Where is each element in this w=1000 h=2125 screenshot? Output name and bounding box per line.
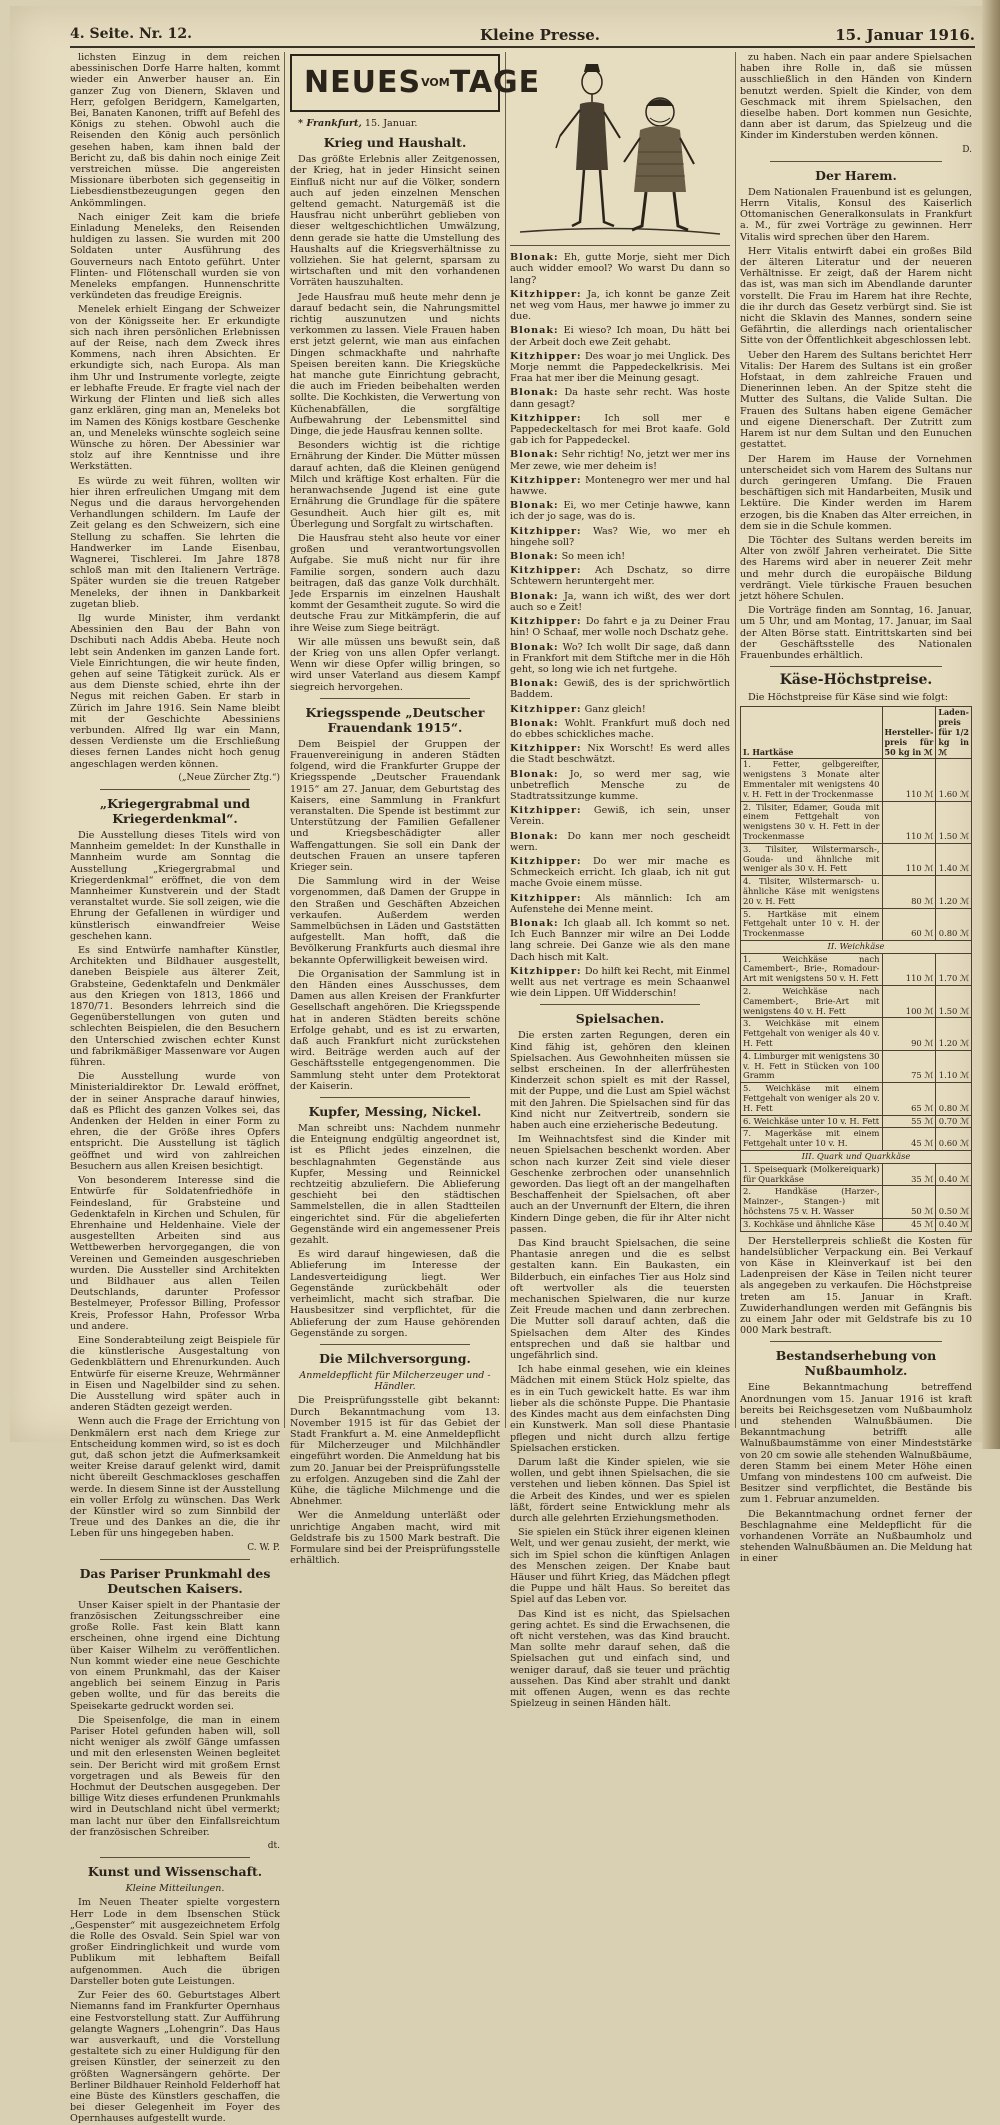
paragraph: Der Herstellerpreis schließt die Kosten für handelsüblicher Verpackung ein. Bei Verkauf von Käse in Kleinverkauf ist bei den Ladenpreisen der Käse in Teilen nicht teurer als angegeben zu verkaufen. Die Höchstpreise treten am 15. Januar in Kraft. Zuwiderhandlungen werden mit Gefängnis bis zu einem Jahr oder mit Geldstrafe bis zu 10 000 Mark bestraft. xyxy=(740,1235,972,1337)
retail-price-cell: 0.40 ℳ xyxy=(936,1163,972,1186)
dialogue-line xyxy=(510,526,730,548)
table-row xyxy=(741,1186,972,1218)
retail-price-cell: 0.70 ℳ xyxy=(936,1115,972,1128)
newspaper-name: Kleine Presse. xyxy=(480,26,601,44)
cheese-type-cell: 2. Weichkäse nach Camembert-, Brie-Art mit wenigstens 40 v. H. Fett xyxy=(741,986,883,1018)
table-row xyxy=(741,759,972,801)
dialogue-line xyxy=(510,918,730,963)
dialogue-line xyxy=(510,289,730,323)
paragraph: Sie spielen ein Stück ihrer eigenen kleinen Welt, und wer genau zusieht, der merkt, wie sich im Spiel schon die künftigen Anlagen des Menschen zeigen. Der Knabe baut Häuser und führt Krieg, das Mädchen pflegt die Puppe und hält Haus. So bereitet das Spiel auf das Leben vor. xyxy=(510,1527,730,1606)
page-header xyxy=(70,26,975,46)
dialogue-line xyxy=(510,475,730,497)
producer-price-cell: 50 ℳ xyxy=(882,1186,936,1218)
dialogue-line xyxy=(510,805,730,827)
headline-kupfer-messing-nickel: Kupfer, Messing, Nickel. xyxy=(308,1104,482,1120)
paragraph: Ilg wurde Minister, ihm verdankt Abessinien den Bau der Bahn von Dschibuti nach Addis Abeba. Heute noch lebt sein Andenken im ganzen Lande fort. Viele Einrichtungen, die wir heute finden, gehen auf seine Tätigkeit zurück. Als er aus dem Dienste schied, ehrte ihn der Negus mit reichen Gaben. Er starb in Zürich im Jahre 1916. Sein Name bleibt mit der Geschichte Abessiniens verbunden. Alfred Ilg war ein Mann, dessen Verdienste um die Erschließung dieses fernen Landes nicht hoch genug angeschlagen werden können. xyxy=(70,612,280,770)
paragraph: Ich habe einmal gesehen, wie ein kleines Mädchen mit einem Stück Holz spielte, das es in ein Tuch gewickelt hatte. Es war ihm lieber als die schönste Puppe. Die Phantasie des Kindes macht aus dem einfachsten Ding ein Kunstwerk. Man soll diese Phantasie pflegen und nicht durch allzu fertige Spielsachen ersticken. xyxy=(510,1364,730,1454)
dialogue-line xyxy=(510,616,730,638)
dialogue-text: Nix Worscht! Es werd alles die Stadt beschwätzt. xyxy=(510,743,730,766)
dialogue-speaker: Kitzhipper: xyxy=(510,565,582,577)
retail-price-cell: 1.40 ℳ xyxy=(936,843,972,875)
table-row xyxy=(741,940,972,953)
cheese-price-table xyxy=(740,706,972,1231)
headline-krieg-und-haushalt: Krieg und Haushalt. xyxy=(323,135,467,151)
paragraph: Es sind Entwürfe namhafter Künstler, Architekten und Bildhauer ausgestellt, daneben Beispiele aus älterer Zeit, Grabsteine, Gedenktafeln und Denkmäler aus den Kriegen von 1813, 1866 und 1870/71. Besonders lehrreich sind die Gegenüberstellungen von guten und schlechten Beispielen, die den Besuchern den Unterschied zwischen echter Kunst und fabrikmäßiger Massenware vor Augen führen. xyxy=(70,945,280,1069)
producer-price-cell: 90 ℳ xyxy=(882,1018,936,1050)
retail-price-cell: 1.50 ℳ xyxy=(936,801,972,843)
producer-price-cell: 110 ℳ xyxy=(882,843,936,875)
cheese-type-cell: 4. Tilsiter, Wilstermarsch- u. ähnliche Käse mit wenigstens 20 v. H. Fett xyxy=(741,876,883,908)
paragraph: lichsten Einzug in dem reichen abessinischen Dorfe Harre halten, kommt wieder ein Anwerber hauser an. Ein ganzer Zug von Dienern, Sklaven und Herr, gefolgen Beridgern, Kamelgarten, Bei, Banaten Kanonen, trifft auf Befehl des Königs zu stehen. Obwohl auch die Reisenden den König auch persönlich gesehen haben, kam ihnen bald der Bericht zu, daß bis dahin noch einige Zeit verstreichen müsse. Die angereisten Missionare überboten sich gegenseitig in Liebesdienstbezeugungen gegen den Ankömmlingen. xyxy=(70,52,280,209)
masthead-word-2: TAGE xyxy=(449,65,541,100)
dialogue-text: Sehr richtig! No, jetzt wer mer ins Mer zewe, wie mer deheim is! xyxy=(510,449,730,472)
dialogue-line xyxy=(510,591,730,613)
producer-price-cell: 80 ℳ xyxy=(882,876,936,908)
column-rule xyxy=(735,52,736,1428)
dialogue-speaker: Kitzhipper: xyxy=(510,965,582,977)
table-row xyxy=(741,986,972,1018)
dialogue-line xyxy=(510,893,730,915)
table-header-cell: Laden-preis für 1/2 kg in ℳ xyxy=(936,707,972,759)
dialogue-text: Des woar jo mei Unglick. Des Morje nemmt die Pappedeckelkrisis. Mei Fraa hat mer iber die Meinung gesagt. xyxy=(510,350,730,385)
separator xyxy=(770,1341,942,1342)
header-rule xyxy=(70,46,975,48)
dialogue-line xyxy=(510,413,730,447)
separator xyxy=(770,666,942,667)
paragraph: Herr Vitalis entwirft dabei ein großes Bild der älteren Literatur und der neueren Verhältnisse. Er zeigt, daß der Harem nicht das ist, was man sich im Abendlande darunter vorstellt. Die Frau im Harem hat ihre Rechte, die ihr durch das Gesetz verbürgt sind. Sie ist nicht die Sklavin des Mannes, sondern seine Gefährtin, die allerdings nach orientalischer Sitte von der Öffentlichkeit abgeschlossen lebt. xyxy=(740,245,972,347)
masthead-small-word: VOM xyxy=(421,76,450,89)
column-rule xyxy=(284,52,285,1428)
paragraph: Wenn auch die Frage der Errichtung von Denkmälern erst nach dem Kriege zur Entscheidung kommen wird, so ist es doch gut, daß schon jetzt die Aufmerksamkeit weiter Kreise darauf gelenkt wird, damit nicht übereilt Geschmackloses geschaffen werde. In diesem Sinne ist der Ausstellung ein voller Erfolg zu wünschen. Das Werk der Künstler wird so zum Sinnbild der Treue und des Dankes an die, die ihr Leben für uns hingegeben haben. xyxy=(70,1416,280,1540)
headline-kunst-und-wissenschaft: Kunst und Wissenschaft. xyxy=(87,1864,263,1880)
table-row xyxy=(741,801,972,843)
dateline-date: 15. Januar. xyxy=(364,118,418,129)
retail-price-cell: 0.40 ℳ xyxy=(936,1218,972,1231)
dialogue-speaker: Kitzhipper: xyxy=(510,525,582,537)
table-body xyxy=(741,759,972,1231)
producer-price-cell: 60 ℳ xyxy=(882,908,936,940)
dialogue-line xyxy=(510,351,730,385)
table-header-cell: I. Hartkäse xyxy=(741,707,883,759)
table-row xyxy=(741,953,972,985)
dialogue-speaker: Blonak: xyxy=(510,590,559,602)
article-signature: dt. xyxy=(267,1841,280,1852)
dialogue-text: Eh, gutte Morje, sieht mer Dich auch widder emool? Wo warst Du dann so lang? xyxy=(510,252,730,286)
page-binding-edge xyxy=(982,0,1000,1449)
table-section-label: II. Weichkäse xyxy=(741,940,972,953)
article-signature: C. W. P. xyxy=(247,1542,280,1553)
masthead-title xyxy=(304,63,540,103)
headline-kriegsspende: Kriegsspende „Deutscher Frauendank 1915“. xyxy=(305,704,485,735)
paragraph: Eine Bekanntmachung betreffend Anordnungen vom 15. Januar 1916 ist kraft bereits bei Reichsgesetzen vom Nußbaumholz und stehenden Walnußbäumen. Die Bekanntmachung betrifft alle Walnußbaumstämme von einer Mindeststärke von 20 cm sowie alle stehenden Walnußbäume, deren Stamm bei einem Meter Höhe einen Umfang von mindestens 100 cm aufweist. Die Besitzer sind verpflichtet, die Bestände bis zum 1. Februar anzumelden. xyxy=(740,1382,972,1506)
paragraph: Jede Hausfrau muß heute mehr denn je darauf bedacht sein, die Nahrungsmittel richtig auszunutzen und nichts verkommen zu lassen. Viele Frauen haben erst jetzt gelernt, wie man aus einfachen Dingen schmackhafte und nahrhafte Speisen bereiten kann. Die Kriegsküche hat manche gute Einrichtung gebracht, die auch im Frieden beibehalten werden sollte. Die Kochkisten, die Verwertung von Küchenabfällen, die sorgfältige Aufbewahrung der Lebensmittel sind Dinge, die jede Hausfrau kennen sollte. xyxy=(290,291,500,438)
dialogue-speaker: Kitzhipper: xyxy=(510,412,582,424)
paragraph: Wer die Anmeldung unterläßt oder unrichtige Angaben macht, wird mit Geldstrafe bis zu 1500 Mark bestraft. Die Formulare sind bei der Preisprüfungsstelle erhältlich. xyxy=(290,1510,500,1567)
separator xyxy=(100,1857,250,1858)
page-number: 4. Seite. Nr. 12. xyxy=(70,26,192,42)
dialogue-text: Ei, wo mer Cetinje hawwe, kann ich der jo sage, was do is. xyxy=(510,500,730,523)
paragraph: Ueber den Harem des Sultans berichtet Herr Vitalis: Der Harem des Sultans ist ein großer Hofstaat, in dem zahlreiche Frauen und Dienerinnen leben. An der Spitze steht die Mutter des Sultans, die Valide Sultan. Die Frauen des Sultans haben eigene Gemächer und eigene Dienerschaft. Der Zutritt zum Harem ist nur dem Sultan und den Eunuchen gestattet. xyxy=(740,349,972,451)
table-row xyxy=(741,1218,972,1231)
separator xyxy=(320,1097,470,1098)
dateline xyxy=(290,118,500,129)
headline-kaese-hoechstpreise: Käse-Höchstpreise. xyxy=(779,672,933,689)
dialogue-text: So meen ich! xyxy=(561,551,626,563)
retail-price-cell: 1.60 ℳ xyxy=(936,759,972,801)
headline-kriegergrabmal: „Kriegergrabmal und Kriegerdenkmal“. xyxy=(99,796,251,826)
table-header-cell: Hersteller-preis für 50 kg in ℳ xyxy=(882,707,936,759)
dialogue-line xyxy=(510,678,730,700)
article-abessinien xyxy=(70,52,280,784)
dialogue-line xyxy=(510,704,730,715)
dialogue-speaker: Blonak: xyxy=(510,387,559,399)
headline-milchversorgung: Die Milchversorgung. xyxy=(319,1350,471,1366)
subheadline: Anmeldepflicht für Milcherzeuger und -Händler. xyxy=(299,1369,491,1393)
headline-der-harem: Der Harem. xyxy=(815,167,897,183)
dialogue-speaker: Kitzhipper: xyxy=(510,855,582,867)
paragraph: Nach einiger Zeit kam die briefe Einladung Meneleks, den Reisenden huldigen zu lassen. Sie wurden mit 200 Soldaten unter Ausführung des Gouverneurs nach Entoto geführt. Unter Flinten- und Flötenschall wurden sie von Meneleks empfangen. Hunnenschritte verkündeten das freudige Ereignis. xyxy=(70,211,280,302)
dialogue-line xyxy=(510,831,730,853)
table-row xyxy=(741,1018,972,1050)
headline-pariser-prunkmahl: Das Pariser Prunkmahl des Deutschen Kaisers. xyxy=(79,1565,271,1596)
cheese-type-cell: 5. Hartkäse mit einem Fettgehalt unter 10 v. H. der Trockenmasse xyxy=(741,908,883,940)
dialogue-text: Ich soll mer e Pappedeckeltasch for mei Brot kaafe. Gold gab ich for Pappedeckel. xyxy=(510,412,730,447)
producer-price-cell: 45 ℳ xyxy=(882,1218,936,1231)
paragraph: Die Preisprüfungsstelle gibt bekannt: Durch Bekanntmachung vom 13. November 1915 ist für das Gebiet der Stadt Frankfurt a. M. eine Anmeldepflicht für Milcherzeuger und Milchhändler eingeführt worden. Die Anmeldung hat bis zum 20. Januar bei der Preisprüfungsstelle zu erfolgen. Anzugeben sind die Zahl der Kühe, die tägliche Milchmenge und die Abnehmer. xyxy=(290,1395,500,1508)
table-row xyxy=(741,1050,972,1082)
paragraph: Die Ausstellung wurde von Ministerialdirektor Dr. Lewald eröffnet, der in seiner Ansprache darauf hinwies, daß es Pflicht des ganzen Volkes sei, das Andenken der Helden in einer Form zu ehren, die der Größe ihres Opfers entspricht. Die Ausstellung ist täglich geöffnet und wird von zahlreichen Besuchern aus allen Kreisen besichtigt. xyxy=(70,1071,280,1172)
column-4 xyxy=(740,52,972,1565)
paragraph: Die ersten zarten Regungen, deren ein Kind fähig ist, gehören den kleinen Spielsachen. Aus Gewohnheiten müssen sie selbst erscheinen. In der allerfrühesten Kinderzeit schon spielt es mit der Rassel, mit der Puppe, und die Lust am Spiel wächst mit den Jahren. Die Spielsachen sind für das Kind nicht nur Zeitvertreib, sondern sie haben auch eine erzieherische Bedeutung. xyxy=(510,1030,730,1132)
dialogue-speaker: Kitzhipper: xyxy=(510,805,582,817)
article-source: („Neue Zürcher Ztg.“) xyxy=(178,772,280,783)
retail-price-cell: 1.70 ℳ xyxy=(936,953,972,985)
dialogue-line xyxy=(510,252,730,286)
cheese-type-cell: 3. Kochkäse und ähnliche Käse xyxy=(741,1218,883,1231)
column-rule xyxy=(505,52,506,1428)
cheese-type-cell: 2. Tilsiter, Edamer, Gouda mit einem Fettgehalt von wenigstens 30 v. H. Fett in der Trockenmasse xyxy=(741,801,883,843)
dialogue-text: Do wer mir mache es Schmeckeich erricht. Ich glaab, ich nit gut mache Gvoie einem müsse. xyxy=(510,855,730,890)
producer-price-cell: 110 ℳ xyxy=(882,801,936,843)
separator xyxy=(320,698,470,699)
paragraph: Die Bekanntmachung ordnet ferner der Beschlagnahme eine Meldepflicht für die vorhandenen Vorräte an Nußbaumholz und stehenden Walnußbäumen an. Die Meldung hat in einer xyxy=(740,1508,972,1565)
paragraph: Der Harem im Hause der Vornehmen unterscheidet sich vom Harem des Sultans nur durch geringeren Umfang. Die Frauen beschäftigen sich mit Handarbeiten, Musik und Lektüre. Die Kinder werden im Harem erzogen, bis die Knaben das Alter erreichen, in dem sie in die Schule kommen. xyxy=(740,453,972,532)
table-row xyxy=(741,1151,972,1164)
paragraph: Die Vorträge finden am Sonntag, 16. Januar, um 5 Uhr, und am Montag, 17. Januar, im Saal der Alten Börse statt. Eintrittskarten sind bei der Geschäftsstelle des Nationalen Frauenbundes erhältlich. xyxy=(740,605,972,661)
paragraph: Im Neuen Theater spielte vorgestern Herr Lode in dem Ibsenschen Stück „Gespenster“ mit ausgezeichnetem Erfolg die Rolle des Osvald. Sein Spiel war von großer Eindringlichkeit und wurde vom Publikum mit lebhaftem Beifall aufgenommen. Auch die übrigen Darsteller boten gute Leistungen. xyxy=(70,1897,280,1987)
dialogue-line xyxy=(510,449,730,471)
producer-price-cell: 100 ℳ xyxy=(882,986,936,1018)
dialogue-text: Als männlich: Ich am Aufenstehe dei Menne meint. xyxy=(510,892,730,915)
dialogue-speaker: Kitzhipper: xyxy=(510,350,582,362)
paragraph: Von besonderem Interesse sind die Entwürfe für Soldatenfriedhöfe in Feindesland, für Grabsteine und Gedenktafeln in Kirchen und Schulen, für Ehrenhaine und Heldenhaine. Viele der ausgestellten Arbeiten sind aus Wettbewerben hervorgegangen, die von Vereinen und Gemeinden ausgeschrieben wurden. Die Aussteller sind Architekten und Bildhauer aus allen Teilen Deutschlands, darunter Professor Bestelmeyer, Professor Billing, Professor Kreis, Professor Hahn, Professor Wrba und andere. xyxy=(70,1175,280,1332)
dialogue-line xyxy=(510,642,730,676)
retail-price-cell: 1.50 ℳ xyxy=(936,986,972,1018)
cheese-type-cell: 5. Weichkäse mit einem Fettgehalt von weniger als 20 v. H. Fett xyxy=(741,1083,883,1115)
cheese-type-cell: 1. Weichkäse nach Camembert-, Brie-, Romadour-Art mit wenigstens 50 v. H. Fett xyxy=(741,953,883,985)
paragraph: Im Weihnachtsfest sind die Kinder mit neuen Spielsachen beschenkt worden. Aber schon nach kurzer Zeit sind viele dieser Geschenke zerbrochen oder unansehnlich geworden. Das liegt oft an der mangelhaften Beschaffenheit der Spielsachen, oft aber auch an der Unvernunft der Eltern, die ihren Kindern Dinge geben, die für ihr Alter nicht passen. xyxy=(510,1134,730,1235)
cheese-type-cell: 4. Limburger mit wenigstens 30 v. H. Fett in Stücken von 100 Gramm xyxy=(741,1050,883,1082)
producer-price-cell: 110 ℳ xyxy=(882,759,936,801)
cheese-type-cell: 3. Weichkäse mit einem Fettgehalt von weniger als 40 v. H. Fett xyxy=(741,1018,883,1050)
section-masthead xyxy=(290,54,541,112)
table-row xyxy=(741,1128,972,1151)
paragraph: Dem Nationalen Frauenbund ist es gelungen, Herrn Vitalis, Konsul des Kaiserlich Ottomanischen Generalkonsulats in Frankfurt a. M., für zwei Vorträge zu gewinnen. Herr Vitalis wird sprechen über den Harem. xyxy=(740,186,972,243)
dialogue-text: Ei wieso? Ich moan, Du hätt bei der Arbeit doch ewe Zeit gehabt. xyxy=(510,325,730,348)
dialogue-speaker: Kitzhipper: xyxy=(510,474,582,486)
paragraph: Das Kind braucht Spielsachen, die seine Phantasie anregen und die es selbst gestalten kann. Ein Baukasten, ein Bilderbuch, ein einfaches Tier aus Holz sind oft wertvoller als die teuersten mechanischen Spielwaren, die nur kurze Zeit Freude machen und dann zerbrechen. Die Mutter soll darauf achten, daß die Spielsachen dem Alter des Kindes entsprechen und daß sie haltbar und ungefährlich sind. xyxy=(510,1238,730,1362)
dialogue-speaker: Blonak: xyxy=(510,500,559,512)
headline-spielsachen: Spielsachen. xyxy=(575,1011,665,1027)
dialogue-speaker: Blonak: xyxy=(510,252,559,264)
paragraph: Besonders wichtig ist die richtige Ernährung der Kinder. Die Mütter müssen darauf achten, daß die Kleinen genügend Milch und kräftige Kost erhalten. Für die heranwachsende Jugend ist eine gute Ernährung die Grundlage für die spätere Gesundheit. Auch hier gilt es, mit Überlegung und Sorgfalt zu wirtschaften. xyxy=(290,440,500,530)
dialogue-text: Do kann mer noch gescheidt wern. xyxy=(510,830,730,853)
dialogue-text: Da haste sehr recht. Was hoste dann gesagt? xyxy=(510,387,730,410)
cartoon-two-figures-icon xyxy=(510,52,730,242)
paragraph: Das größte Erlebnis aller Zeitgenossen, der Krieg, hat in jeder Hinsicht seinen Einfluß nicht nur auf die Völker, sondern auch auf jeden einzelnen Menschen geltend gemacht. Naturgemäß ist die Hausfrau nicht unberührt geblieben von dieser weltgeschichtlichen Umwälzung, denn gerade sie hatte die Umstellung des Haushalts auf die Kriegsverhältnisse zu vollziehen. Sie hat gelernt, sparsam zu wirtschaften und mit den vorhandenen Vorräten hauszuhalten. xyxy=(290,154,500,289)
dialogue-line xyxy=(510,718,730,740)
masthead-word-1: NEUES xyxy=(304,65,422,100)
retail-price-cell: 1.20 ℳ xyxy=(936,876,972,908)
dialogue-text: Gewiß, ich sein, unser Verein. xyxy=(510,805,730,828)
paragraph: Die Organisation der Sammlung ist in den Händen eines Ausschusses, dem Damen aus allen Kreisen der Frankfurter Gesellschaft angehören. Die Kriegsspende hat in anderen Städten bereits schöne Erfolge gehabt, und es ist zu erwarten, daß auch Frankfurt nicht zurückstehen wird. Beiträge werden auch auf der Geschäftsstelle entgegengenommen. Die Sammlung steht unter dem Protektorat der Kaiserin. xyxy=(290,968,500,1092)
table-row xyxy=(741,876,972,908)
paragraph: Darum laßt die Kinder spielen, wie sie wollen, und gebt ihnen Spielsachen, die sie verstehen und lieben können. Das Spiel ist die Arbeit des Kindes, und wer es spielen läßt, fördert seine Entwicklung mehr als durch alle gelehrten Erziehungsmethoden. xyxy=(510,1456,730,1524)
dialogue-line xyxy=(510,500,730,522)
cartoon-illustration xyxy=(510,52,730,246)
cheese-type-cell: 3. Tilsiter, Wilstermarsch-, Gouda- und ähnliche mit weniger als 30 v. H. Fett xyxy=(741,843,883,875)
paragraph: Eine Sonderabteilung zeigt Beispiele für die künstlerische Ausgestaltung von Gedenkblättern und Ehrenurkunden. Auch Entwürfe für eiserne Kreuze, Wehrmänner in Eisen und Nagelbilder sind zu sehen. Die Ausstellung wird später auch in anderen Städten gezeigt werden. xyxy=(70,1334,280,1414)
dialogue-text: Ach Dschatz, so dirre Schtewern heruntergeht mer. xyxy=(510,565,730,588)
dialogue-text: Do hilft kei Recht, mit Einmel wellt aus net vertrage es mein Schaanwel wie dein Lippen. Uff Widderschin! xyxy=(510,965,730,1000)
dateline-place: * Frankfurt, xyxy=(298,118,362,129)
dialogue-column xyxy=(510,252,730,999)
dialogue-text: Jo, so werd mer sag, wie unbetreflich Mensche zu de Stadtratssitzunge kumme. xyxy=(510,768,730,802)
dialogue-speaker: Kitzhipper: xyxy=(510,743,582,755)
dialogue-line xyxy=(510,966,730,1000)
retail-price-cell: 0.80 ℳ xyxy=(936,908,972,940)
dialogue-speaker: Blonak: xyxy=(510,678,559,690)
producer-price-cell: 65 ℳ xyxy=(882,1083,936,1115)
cheese-type-cell: 1. Fetter, gelbgereifter, wenigstens 3 Monate alter Emmentaler mit wenigstens 40 v. H. Fett in der Trockenmasse xyxy=(741,759,883,801)
dialogue-text: Ganz gleich! xyxy=(584,703,646,715)
dialogue-speaker: Kitzhipper: xyxy=(510,892,582,904)
separator xyxy=(540,1004,700,1005)
dialogue-speaker: Blonak: xyxy=(510,551,559,563)
paragraph: Die Sammlung wird in der Weise vorgenommen, daß Damen der Gruppe in den Straßen und Geschäften Abzeichen verkaufen. Außerdem werden Sammelbüchsen in Läden und Gaststätten aufgestellt. Man hofft, daß die Bevölkerung Frankfurts auch diesmal ihre bekannte Opferwilligkeit beweisen wird. xyxy=(290,876,500,966)
table-row xyxy=(741,908,972,940)
table-row xyxy=(741,1083,972,1115)
producer-price-cell: 55 ℳ xyxy=(882,1115,936,1128)
table-section-label: III. Quark und Quarkkäse xyxy=(741,1151,972,1164)
paragraph: Wir alle müssen uns bewußt sein, daß der Krieg von uns allen Opfer verlangt. Wenn wir diese Opfer willig bringen, so wird unser Vaterland aus diesem Kampf siegreich hervorgehen. xyxy=(290,636,500,693)
dialogue-line xyxy=(510,325,730,347)
paragraph: Es würde zu weit führen, wollten wir hier ihren erfreulichen Umgang mit dem Negus und die daraus hervorgehenden Verhandlungen schildern. Im Laufe der Zeit gelang es den Schweizern, sich eine Stellung zu schaffen. Sie lehrten die Handwerker im Lande Eisenbau, Wagnerei, Tischlerei. Im Jahre 1878 schloß man mit den Italienern Verträge. Später wurden sie die treuen Ratgeber Meneleks, der ihnen in Dankbarkeit zugetan blieb. xyxy=(70,475,280,610)
dialogue-speaker: Blonak: xyxy=(510,717,559,729)
retail-price-cell: 0.80 ℳ xyxy=(936,1083,972,1115)
dialogue-text: Ich glaab all. Ich kommt so net. Ich Euch Bannzer mir wilre an Dei Lodde lang schreie. Dei Ganze wie als den mane Dach hisch mit Kalt. xyxy=(510,917,730,963)
dialogue-line xyxy=(510,769,730,803)
paragraph: Man schreibt uns: Nachdem nunmehr die Enteignung endgültig angeordnet ist, ist es Pflicht jedes einzelnen, die beschlagnahmten Gegenstände aus Kupfer, Messing und Reinnickel rechtzeitig abzuliefern. Die Ablieferung geschieht bei den städtischen Sammelstellen, die in allen Stadtteilen eingerichtet sind. Für die abgelieferten Gegenstände wird ein angemessener Preis gezahlt. xyxy=(290,1123,500,1247)
cheese-type-cell: 1. Speisequark (Molkereiquark) für Quarkkäse xyxy=(741,1163,883,1186)
column-1 xyxy=(70,52,280,2125)
paragraph: zu haben. Nach ein paar andere Spielsachen haben ihre Rolle in, daß sie müssen ausschließlich in den Händen von Kindern benutzt werden. Spielt die Kinder, von dem Geschmack mit ihrem Spielsachen, den dieselbe haben. Dort kommen nun Gesichte, dann aber ist darum, das Spielzeug und die Kinder im Kinderstuben werden können. xyxy=(740,52,972,142)
paragraph: Menelek erhielt Eingang der Schweizer von der Königsseite her. Er erkundigte sich nach ihren persönlichen Erlebnissen auf der Reise, nach dem Zweck ihres Kommens, nach ihren Absichten. Er erkundigte sich, nach Europa. Als man ihm Uhr und Instrumente vorlegte, zeigte er lebhafte Freude. Er fragte viel nach der Wirkung der Flinten und ließ sich alles ganz erklären, ging man an, Meneleks bot im Namen des Königs kostbare Geschenke an, und Meneleks wünschte sogleich seine Wünsche zu hören. Der Abessinier war stolz auf ihre Kenntnisse und ihre Werkstätten. xyxy=(70,304,280,473)
dialogue-line xyxy=(510,565,730,587)
paragraph: Unser Kaiser spielt in der Phantasie der französischen Zeitungsschreiber eine große Rolle. Fast kein Blatt kann erscheinen, ohne irgend eine Dichtung über Kaiser Wilhelm zu veröffentlichen. Nun kommt wieder eine neue Geschichte von einem Prunkmahl, das der Kaiser angeblich bei seinem Einzug in Paris geben wollte, und für das bereits die Speisekarte gedruckt worden sei. xyxy=(70,1599,280,1712)
dialogue-speaker: Kitzhipper: xyxy=(510,616,582,628)
dialogue-text: Ja, ich konnt be ganze Zeit net weg vom Haus, mer hawwe jo immer zu due. xyxy=(510,288,730,323)
separator xyxy=(100,789,250,790)
paragraph: Zur Feier des 60. Geburtstages Albert Niemanns fand im Frankfurter Opernhaus eine Festvorstellung statt. Zur Aufführung gelangte Wagners „Lohengrin“. Das Haus war ausverkauft, und die Vorstellung gestaltete sich zu einer Huldigung für den greisen Künstler, der seinerzeit zu den größten Wagnersängern gehörte. Der Berliner Bildhauer Reinhold Felderhoff hat eine Büste des Künstlers geschaffen, die bei dieser Gelegenheit im Foyer des Opernhauses aufgestellt wurde. xyxy=(70,1990,280,2125)
article-signature: D. xyxy=(962,144,972,155)
producer-price-cell: 75 ℳ xyxy=(882,1050,936,1082)
dialogue-speaker: Kitzhipper: xyxy=(510,288,582,300)
separator xyxy=(100,1559,250,1560)
paragraph: Die Hausfrau steht also heute vor einer großen und verantwortungsvollen Aufgabe. Sie muß nicht nur für ihre Familie sorgen, sondern auch dazu beitragen, daß das ganze Volk durchhält. Jede Ersparnis im einzelnen Haushalt kommt der Gesamtheit zugute. So wird die deutsche Frau zur Mitkämpferin, die auf ihre Weise zum Siege beiträgt. xyxy=(290,532,500,634)
cheese-type-cell: 6. Weichkäse unter 10 v. H. Fett xyxy=(741,1115,883,1128)
separator xyxy=(320,1344,470,1345)
subheadline: Kleine Mitteilungen. xyxy=(125,1883,225,1895)
headline-nussbaumholz: Bestandserhebung von Nußbaumholz. xyxy=(775,1348,937,1379)
dialogue-line xyxy=(510,387,730,409)
dialogue-speaker: Blonak: xyxy=(510,449,559,461)
dialogue-speaker: Kitzhipper: xyxy=(510,703,582,715)
producer-price-cell: 35 ℳ xyxy=(882,1163,936,1186)
dialogue-speaker: Blonak: xyxy=(510,768,559,780)
table-row xyxy=(741,1115,972,1128)
table-row xyxy=(741,843,972,875)
dialogue-text: Montenegro wer mer und hal hawwe. xyxy=(510,474,730,498)
paragraph: Das Kind ist es nicht, das Spielsachen gering achtet. Es sind die Erwachsenen, die oft nicht verstehen, was das Kind braucht. Man sollte mehr darauf sehen, daß die Spielsachen gut und einfach sind, und weniger darauf, daß sie teuer und prächtig aussehen. Das Kind aber strahlt und dankt mit offenen Augen, wenn es das rechte Spielzeug in seinen Händen hält. xyxy=(510,1608,730,1710)
table-header-row xyxy=(741,707,972,759)
paragraph: Die Töchter des Sultans werden bereits im Alter von zwölf Jahren verheiratet. Die Sitte des Harems wird aber in neuerer Zeit mehr und mehr durch die europäische Bildung verdrängt. Viele türkische Frauen besuchen jetzt höhere Schulen. xyxy=(740,534,972,602)
dialogue-speaker: Blonak: xyxy=(510,641,559,653)
dialogue-text: Do fahrt e ja zu Deiner Frau hin! O Schaaf, mer wolle noch Dschatz gehe. xyxy=(510,616,730,639)
paragraph: Dem Beispiel der Gruppen der Frauenvereinigung in anderen Städten folgend, wird die Frankfurter Gruppe der Kriegsspende „Deutscher Frauendank 1915“ am 27. Januar, dem Geburtstag des Kaisers, eine Sammlung in Frankfurt veranstalten. Die Spende ist bestimmt zur Unterstützung der Familien Gefallener und Kriegsbeschädigter aller Waffengattungen. Sie soll ein Dank der deutschen Frauen an unsere tapferen Krieger sein. xyxy=(290,738,500,873)
paragraph: Die Speisenfolge, die man in einem Pariser Hotel gefunden haben will, soll nicht weniger als zwölf Gänge umfassen und mit den erlesensten Weinen begleitet sein. Der Bericht wird mit großem Ernst vorgetragen und als Beweis für den Hochmut der Deutschen ausgegeben. Der billige Witz dieses erfundenen Prunkmahls wird in Deutschland nicht übel vermerkt; man lacht nur über den Einfallsreichtum der französischen Schreiber. xyxy=(70,1714,280,1838)
dialogue-line xyxy=(510,856,730,890)
dialogue-text: Wohlt. Frankfurt muß doch ned do ebbes schickliches mache. xyxy=(510,717,730,740)
cheese-type-cell: 2. Handkäse (Harzer-, Mainzer-, Stangen-) mit höchstens 75 v. H. Wasser xyxy=(741,1186,883,1218)
paragraph: Die Ausstellung dieses Titels wird von Mannheim gemeldet: In der Kunsthalle in Mannheim wurde am Sonntag die Ausstellung „Kriegergrabmal und Kriegerdenkmal“ eröffnet, die von dem Mannheimer Kunstverein und der Stadt veranstaltet wurde. Sie soll zeigen, wie die Ehrung der Gefallenen in würdiger und künstlerisch einwandfreier Weise geschehen kann. xyxy=(70,830,280,942)
producer-price-cell: 110 ℳ xyxy=(882,953,936,985)
dialogue-line xyxy=(510,551,730,562)
retail-price-cell: 1.20 ℳ xyxy=(936,1018,972,1050)
dialogue-text: Gewiß, des is der sprichwörtlich Baddem. xyxy=(510,678,730,701)
dialogue-speaker: Blonak: xyxy=(510,917,559,929)
producer-price-cell: 45 ℳ xyxy=(882,1128,936,1151)
dialogue-speaker: Blonak: xyxy=(510,325,559,337)
column-3 xyxy=(510,52,730,1710)
retail-price-cell: 1.10 ℳ xyxy=(936,1050,972,1082)
retail-price-cell: 0.60 ℳ xyxy=(936,1128,972,1151)
dialogue-speaker: Blonak: xyxy=(510,830,559,842)
cheese-type-cell: 7. Magerkäse mit einem Fettgehalt unter 10 v. H. xyxy=(741,1128,883,1151)
paragraph: Die Höchstpreise für Käse sind wie folgt: xyxy=(748,692,948,704)
issue-date: 15. Januar 1916. xyxy=(835,26,975,44)
table-row xyxy=(741,1163,972,1186)
paragraph: Es wird darauf hingewiesen, daß die Ablieferung im Interesse der Landesverteidigung liegt. Wer Gegenstände zurückbehält oder verheimlicht, macht sich strafbar. Die Hausbesitzer sind verpflichtet, für die Ablieferung der zum Hause gehörenden Gegenstände zu sorgen. xyxy=(290,1249,500,1339)
dialogue-text: Was? Wie, wo mer eh hingehe soll? xyxy=(510,525,730,548)
dialogue-text: Ja, wann ich wißt, des wer dort auch so e Zeit! xyxy=(510,590,730,613)
retail-price-cell: 0.50 ℳ xyxy=(936,1186,972,1218)
dialogue-text: Wo? Ich wollt Dir sage, daß dann in Frankfort mit dem Stiftche mer in die Höh geht, so long wie ich net furtgehe. xyxy=(510,641,730,675)
separator xyxy=(770,161,942,162)
dialogue-line xyxy=(510,743,730,765)
